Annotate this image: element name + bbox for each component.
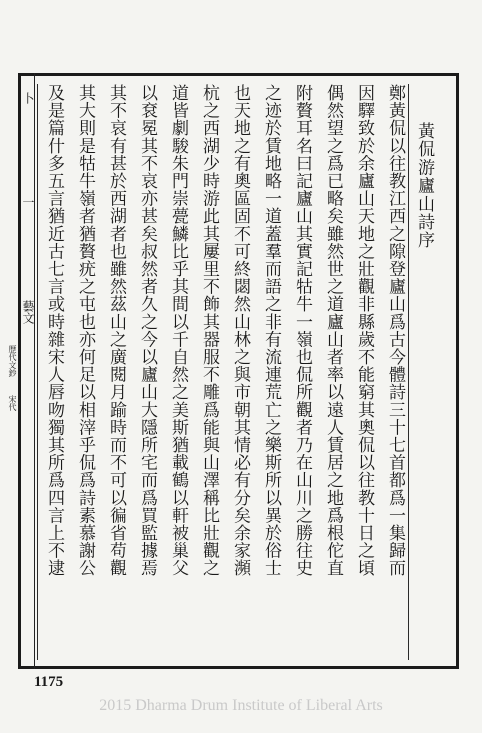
margin-column [18,73,35,669]
margin-middle-mark: 一 [21,196,35,208]
text-column-7: 杭之西湖少時游此其屢里不飾其器服不雕爲能與山澤稱比壯觀之 [199,84,219,577]
text-column-1: 鄭黃侃以往教江西之隙登廬山爲古今體詩三十七首都爲一集歸而 [385,84,405,577]
text-column-11: 其大則是牯牛嶺者猶贅疣之屯也亦何足以相滓乎侃爲詩素慕謝公 [75,84,95,577]
text-column-6: 也天地之有奧區固不可終閟然山林之與市朝其情必有分矣余家瀕 [230,84,250,577]
text-column-8: 道皆劇駿朱門崇甍鱗比乎其間以千自然之美斯猶載鶴以軒被巢父 [168,84,188,577]
margin-section-label: 藝文 [21,300,35,324]
text-column-12: 及是篇什多五言猶近古七言或時雜宋人唇吻獨其所爲四言上不逮 [44,84,64,577]
text-column-4: 附贅耳名曰記廬山其實記牯牛一嶺也侃所觀者乃在山川之勝往史 [292,84,312,577]
text-column-10: 其不哀有甚於西湖者也雖然茲山之廣閱月踰時而不可以徧省苟觀 [106,84,126,577]
text-column-9: 以袞冕其不哀亦甚矣叔然者久之今以廬山大隱所宅而爲買監據焉 [137,84,157,577]
page-number: 1175 [34,674,64,690]
essay-title: 黃侃游廬山詩序 [414,122,434,250]
margin-sub-label: 歷代文鈔 [8,345,17,377]
text-column-3: 偶然望之爲已略矣雖然世之道廬山者率以遠人賃居之地爲根佗直 [323,84,343,577]
margin-sub2-label: 宋代 [8,395,17,411]
column-rule [37,84,38,660]
text-column-5: 之迹於賃地略一道蓋羣而語之非有流連荒亡之樂斯所以異於俗士 [261,84,281,577]
text-area [37,84,437,660]
margin-top-mark: 卜 [21,92,35,104]
column-rule [408,84,409,660]
watermark: 2015 Dharma Drum Institute of Liberal Arts [99,697,383,714]
text-column-2: 因驛致於余廬山天地之壯觀非縣歲不能窮其奧侃以往教十日之頃 [354,84,374,577]
